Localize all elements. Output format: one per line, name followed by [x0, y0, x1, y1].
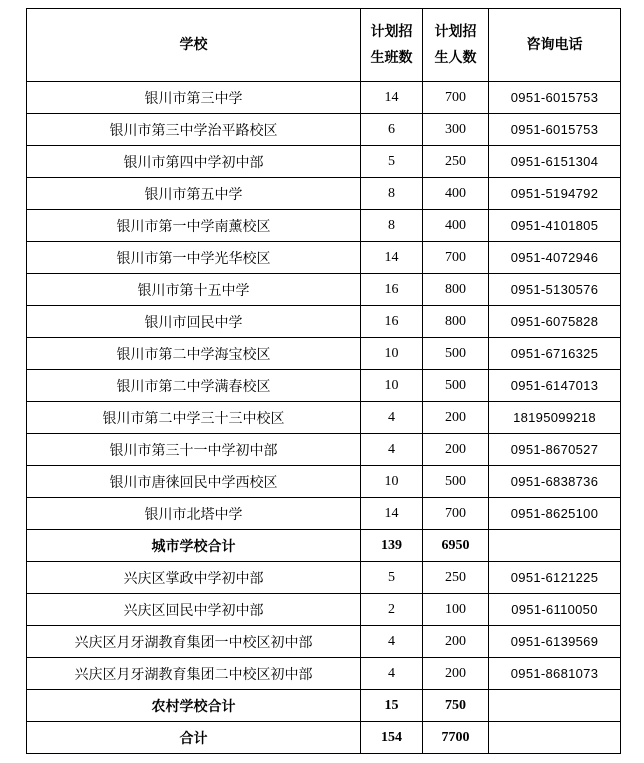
- planned-students-cell: 250: [423, 146, 489, 178]
- planned-students-cell: 100: [423, 594, 489, 626]
- table-row: [27, 434, 621, 466]
- total-row: [27, 722, 621, 754]
- planned-students-cell: 700: [423, 82, 489, 114]
- table-row: [27, 562, 621, 594]
- phone-cell: 0951-6151304: [489, 146, 621, 178]
- planned-students-cell: 750: [423, 690, 489, 722]
- header-planned-students-line1: 计划招: [434, 24, 477, 40]
- table-header: [27, 9, 621, 82]
- phone-cell: 0951-8681073: [489, 658, 621, 690]
- planned-classes-cell: 10: [361, 338, 423, 370]
- table-row: [27, 338, 621, 370]
- planned-classes-cell: 10: [361, 370, 423, 402]
- school-cell: 银川市回民中学: [27, 306, 361, 338]
- school-cell: 银川市第三中学: [27, 82, 361, 114]
- school-cell: 城市学校合计: [27, 530, 361, 562]
- table-body: [27, 82, 621, 754]
- table-row: [27, 402, 621, 434]
- planned-students-cell: 250: [423, 562, 489, 594]
- table-row: [27, 466, 621, 498]
- phone-cell: 0951-6110050: [489, 594, 621, 626]
- school-cell: 银川市第二中学三十三中校区: [27, 402, 361, 434]
- planned-students-cell: 200: [423, 658, 489, 690]
- header-planned-classes: [361, 9, 423, 82]
- phone-cell: 18195099218: [489, 402, 621, 434]
- planned-classes-cell: 154: [361, 722, 423, 754]
- total-row: [27, 530, 621, 562]
- school-cell: 银川市北塔中学: [27, 498, 361, 530]
- table-row: [27, 626, 621, 658]
- phone-cell: 0951-6121225: [489, 562, 621, 594]
- header-planned-students: [423, 9, 489, 82]
- planned-students-cell: 200: [423, 434, 489, 466]
- table-row: [27, 594, 621, 626]
- phone-cell: 0951-6716325: [489, 338, 621, 370]
- school-cell: 兴庆区掌政中学初中部: [27, 562, 361, 594]
- table-row: [27, 498, 621, 530]
- planned-students-cell: 700: [423, 498, 489, 530]
- school-cell: 合计: [27, 722, 361, 754]
- phone-cell: 0951-8670527: [489, 434, 621, 466]
- phone-cell: 0951-6147013: [489, 370, 621, 402]
- planned-classes-cell: 2: [361, 594, 423, 626]
- phone-cell: [489, 722, 621, 754]
- table-row: [27, 178, 621, 210]
- header-planned-students-line2: 生人数: [434, 50, 477, 66]
- table-row: [27, 370, 621, 402]
- planned-classes-cell: 14: [361, 498, 423, 530]
- table-row: [27, 306, 621, 338]
- planned-students-cell: 700: [423, 242, 489, 274]
- planned-classes-cell: 4: [361, 658, 423, 690]
- planned-students-cell: 500: [423, 370, 489, 402]
- planned-students-cell: 7700: [423, 722, 489, 754]
- planned-classes-cell: 8: [361, 210, 423, 242]
- planned-students-cell: 400: [423, 178, 489, 210]
- phone-cell: 0951-4072946: [489, 242, 621, 274]
- school-cell: 银川市第一中学光华校区: [27, 242, 361, 274]
- phone-cell: 0951-6015753: [489, 114, 621, 146]
- school-cell: 兴庆区月牙湖教育集团二中校区初中部: [27, 658, 361, 690]
- header-school-label: 学校: [179, 37, 208, 53]
- phone-cell: 0951-6838736: [489, 466, 621, 498]
- header-phone: [489, 9, 621, 82]
- planned-students-cell: 6950: [423, 530, 489, 562]
- table-row: [27, 242, 621, 274]
- table-row: [27, 658, 621, 690]
- planned-classes-cell: 16: [361, 274, 423, 306]
- planned-classes-cell: 16: [361, 306, 423, 338]
- header-planned-classes-line1: 计划招: [370, 24, 413, 40]
- planned-students-cell: 200: [423, 402, 489, 434]
- school-cell: 兴庆区月牙湖教育集团一中校区初中部: [27, 626, 361, 658]
- planned-classes-cell: 5: [361, 562, 423, 594]
- school-cell: 银川市第三十一中学初中部: [27, 434, 361, 466]
- phone-cell: 0951-5130576: [489, 274, 621, 306]
- table-row: [27, 146, 621, 178]
- planned-students-cell: 800: [423, 306, 489, 338]
- planned-classes-cell: 8: [361, 178, 423, 210]
- table-row: [27, 210, 621, 242]
- planned-students-cell: 500: [423, 466, 489, 498]
- planned-classes-cell: 139: [361, 530, 423, 562]
- header-school: [27, 9, 361, 82]
- table-row: [27, 274, 621, 306]
- school-cell: 银川市唐徕回民中学西校区: [27, 466, 361, 498]
- planned-classes-cell: 14: [361, 242, 423, 274]
- planned-students-cell: 200: [423, 626, 489, 658]
- planned-classes-cell: 14: [361, 82, 423, 114]
- planned-students-cell: 500: [423, 338, 489, 370]
- phone-cell: 0951-6139569: [489, 626, 621, 658]
- planned-classes-cell: 15: [361, 690, 423, 722]
- school-cell: 银川市第四中学初中部: [27, 146, 361, 178]
- header-planned-classes-line2: 生班数: [370, 50, 413, 66]
- total-row: [27, 690, 621, 722]
- planned-classes-cell: 4: [361, 434, 423, 466]
- planned-classes-cell: 10: [361, 466, 423, 498]
- phone-cell: [489, 530, 621, 562]
- phone-cell: 0951-4101805: [489, 210, 621, 242]
- phone-cell: 0951-6015753: [489, 82, 621, 114]
- admissions-table: [26, 8, 621, 754]
- header-phone-label: 咨询电话: [526, 37, 583, 53]
- school-cell: 银川市第三中学治平路校区: [27, 114, 361, 146]
- planned-classes-cell: 4: [361, 626, 423, 658]
- school-cell: 银川市第二中学海宝校区: [27, 338, 361, 370]
- table-row: [27, 114, 621, 146]
- planned-students-cell: 400: [423, 210, 489, 242]
- phone-cell: [489, 690, 621, 722]
- school-cell: 银川市第五中学: [27, 178, 361, 210]
- header-row: [27, 9, 621, 82]
- school-cell: 农村学校合计: [27, 690, 361, 722]
- planned-classes-cell: 4: [361, 402, 423, 434]
- school-cell: 银川市第十五中学: [27, 274, 361, 306]
- school-cell: 银川市第二中学满春校区: [27, 370, 361, 402]
- phone-cell: 0951-5194792: [489, 178, 621, 210]
- phone-cell: 0951-8625100: [489, 498, 621, 530]
- phone-cell: 0951-6075828: [489, 306, 621, 338]
- table-row: [27, 82, 621, 114]
- planned-students-cell: 300: [423, 114, 489, 146]
- planned-classes-cell: 6: [361, 114, 423, 146]
- planned-classes-cell: 5: [361, 146, 423, 178]
- school-cell: 兴庆区回民中学初中部: [27, 594, 361, 626]
- planned-students-cell: 800: [423, 274, 489, 306]
- school-cell: 银川市第一中学南薰校区: [27, 210, 361, 242]
